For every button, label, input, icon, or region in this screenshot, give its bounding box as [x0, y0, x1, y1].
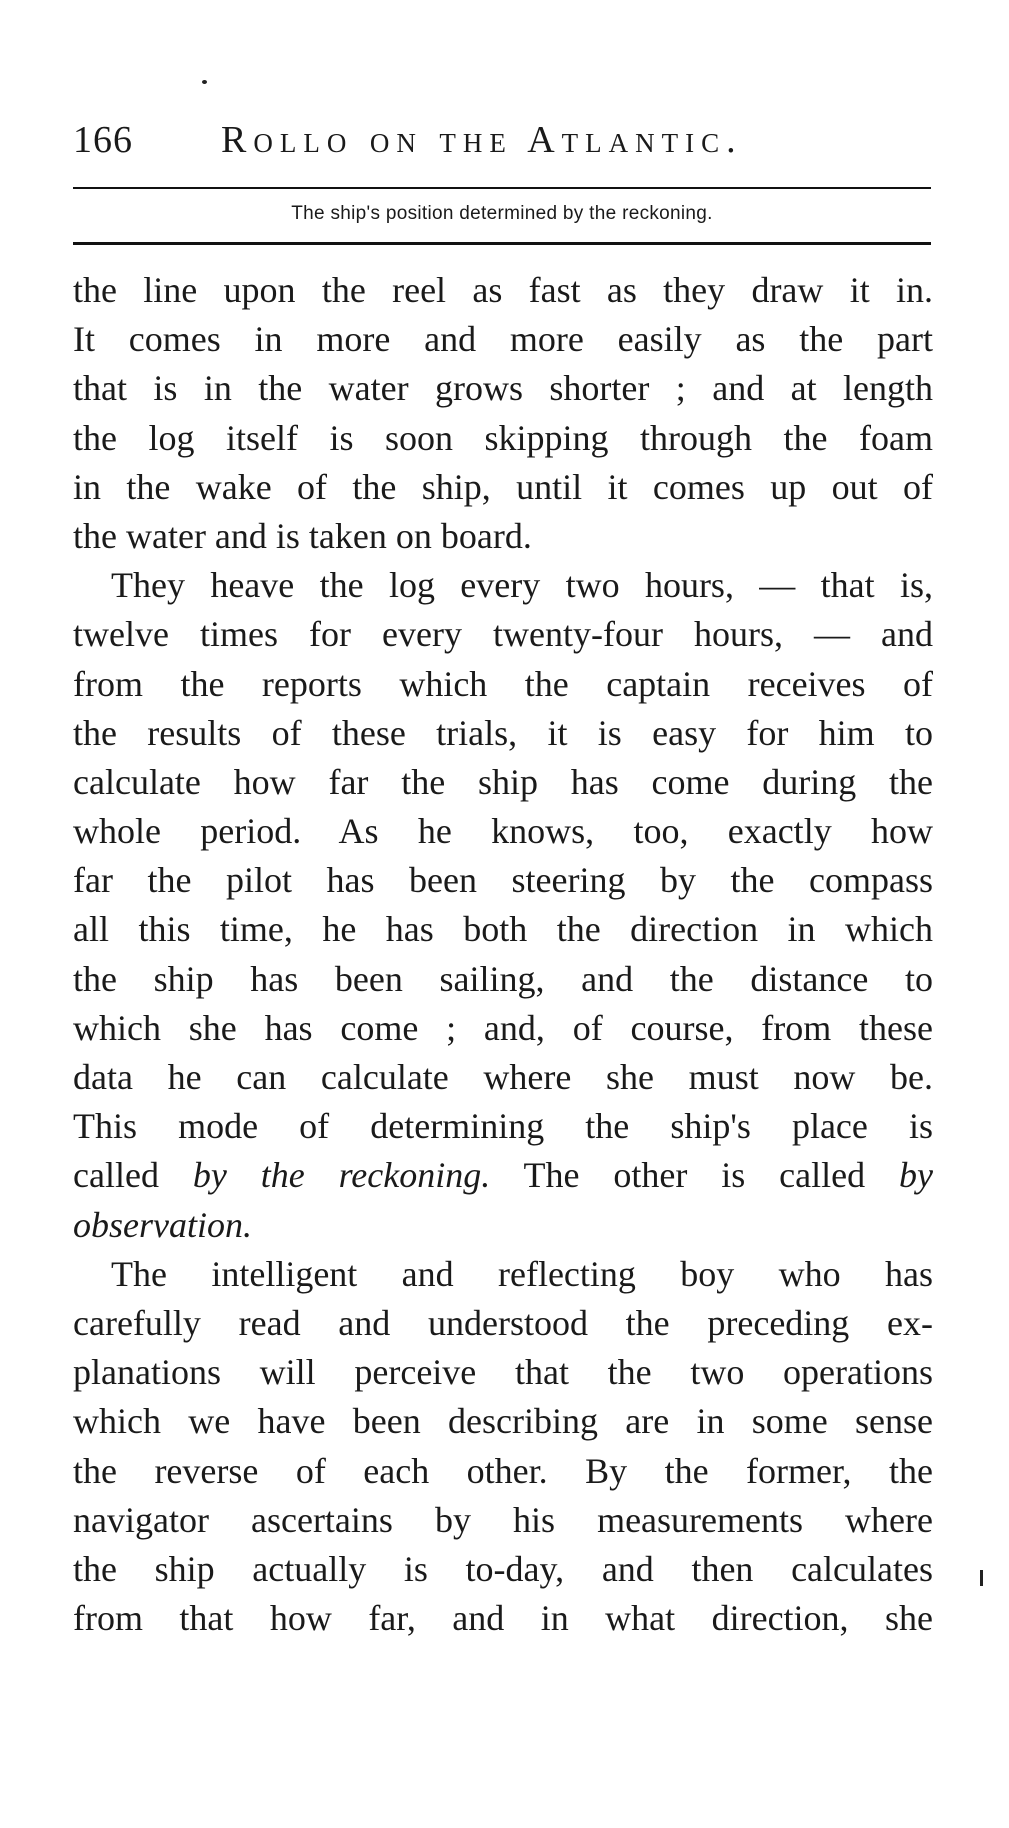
text-line: the log itself is soon skipping through the foam [73, 417, 933, 458]
text-line: far the pilot has been steering by the compass [73, 860, 933, 901]
margin-mark [980, 1570, 983, 1586]
text-line: the water and is taken on board. [73, 515, 532, 556]
text-line: planations will perceive that the two operations [73, 1352, 933, 1393]
italic-term: by [899, 1155, 933, 1196]
text-line: which she has come ; and, of course, from these [73, 1007, 933, 1048]
text-line: which we have been describing are in some sense [73, 1401, 933, 1442]
text-line: in the wake of the ship, until it comes up out of [73, 466, 933, 507]
text-line: the line upon the reel as fast as they draw it in. [73, 270, 933, 310]
text-line: whole period. As he knows, too, exactly how [73, 811, 933, 852]
page-number: 166 [73, 119, 133, 161]
paragraph-start-line: The intelligent and reflecting boy who has [111, 1253, 933, 1294]
header-rule-bottom [73, 242, 931, 245]
body-text [73, 266, 933, 1643]
text-line: all this time, he has both the direction in which [73, 909, 933, 950]
text-run: called [73, 1155, 193, 1196]
section-caption: The ship's position determined by the reckoning. [291, 203, 713, 224]
text-line: from the reports which the captain receives of [73, 663, 933, 704]
print-speck [202, 80, 207, 84]
text-line: This mode of determining the ship's place is [73, 1106, 933, 1147]
text-line-with-italics [73, 1151, 933, 1200]
text-line: calculate how far the ship has come during the [73, 761, 933, 802]
text-line: from that how far, and in what direction, she [73, 1598, 933, 1639]
italic-term: observation. [73, 1204, 252, 1245]
running-title: Rollo on the Atlantic. [221, 119, 743, 161]
text-line: that is in the water grows shorter ; and at length [73, 368, 933, 409]
text-line: data he can calculate where she must now be. [73, 1057, 933, 1097]
text-line: the results of these trials, it is easy for him to [73, 712, 933, 753]
text-line [73, 1201, 933, 1250]
text-line: the ship has been sailing, and the distance to [73, 958, 933, 999]
text-line: It comes in more and more easily as the part [73, 319, 933, 360]
text-line: twelve times for every twenty-four hours, — and [73, 614, 933, 655]
paragraph-start-line: They heave the log every two hours, — that is, [111, 565, 933, 606]
text-line: carefully read and understood the preceding ex- [73, 1302, 933, 1343]
text-run: The other is called [490, 1155, 899, 1196]
text-line: the reverse of each other. By the former, the [73, 1450, 933, 1491]
running-head [73, 118, 933, 168]
italic-term: by the reckoning. [192, 1155, 491, 1196]
text-line: the ship actually is to-day, and then calculates [73, 1548, 933, 1589]
text-line: navigator ascertains by his measurements where [73, 1499, 933, 1540]
header-rule-top [73, 187, 931, 189]
